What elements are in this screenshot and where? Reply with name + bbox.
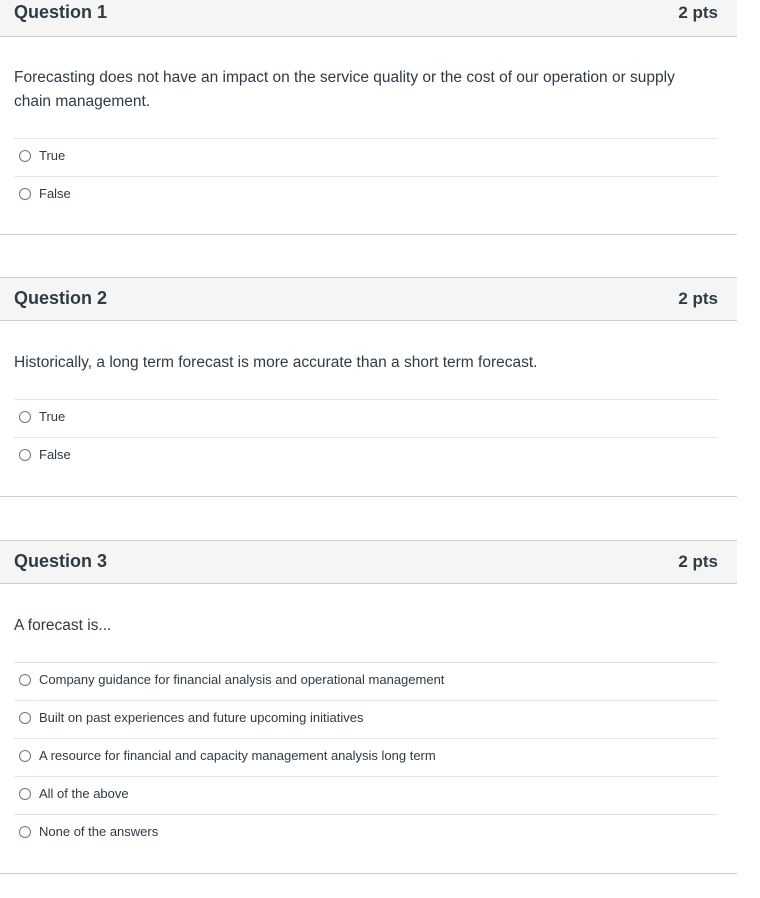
radio-button-icon[interactable]	[19, 674, 31, 686]
answer-label: Company guidance for financial analysis and operational management	[39, 672, 445, 687]
question-points: 2 pts	[678, 289, 718, 308]
radio-button-icon[interactable]	[19, 712, 31, 724]
answer-label: False	[39, 447, 71, 462]
question-text: Forecasting does not have an impact on the service quality or the cost of our operation or supply chain management.	[14, 69, 675, 110]
answer-label: Built on past experiences and future upcoming initiatives	[39, 710, 364, 725]
answer-option-3[interactable]	[14, 738, 718, 776]
answer-list	[14, 662, 718, 852]
radio-button-icon[interactable]	[19, 411, 31, 423]
question-title: Question 2	[14, 288, 108, 308]
answer-label: True	[39, 148, 66, 163]
question-header	[0, 0, 737, 37]
answer-label: A resource for financial and capacity management analysis long term	[39, 748, 436, 763]
radio-button-icon[interactable]	[19, 826, 31, 838]
answer-option-2[interactable]	[14, 700, 718, 738]
answer-option-1[interactable]	[14, 662, 718, 700]
radio-button-icon[interactable]	[19, 150, 31, 162]
radio-button-icon[interactable]	[19, 750, 31, 762]
answer-option-5[interactable]	[14, 814, 718, 852]
radio-button-icon[interactable]	[19, 188, 31, 200]
answer-list	[14, 399, 718, 475]
answer-label: None of the answers	[39, 824, 159, 839]
question-3	[0, 540, 737, 874]
answer-label: False	[39, 186, 71, 201]
question-text: A forecast is...	[14, 617, 112, 634]
question-text: Historically, a long term forecast is more accurate than a short term forecast.	[14, 354, 538, 371]
answer-list	[14, 138, 718, 214]
question-1	[0, 0, 737, 235]
question-2	[0, 277, 737, 497]
question-title: Question 3	[14, 551, 108, 571]
answer-option-false[interactable]	[14, 176, 718, 214]
question-header	[0, 277, 737, 321]
answer-label: True	[39, 409, 66, 424]
question-header	[0, 540, 737, 584]
answer-label: All of the above	[39, 786, 129, 801]
radio-button-icon[interactable]	[19, 449, 31, 461]
answer-option-true[interactable]	[14, 399, 718, 437]
answer-option-4[interactable]	[14, 776, 718, 814]
question-title: Question 1	[14, 2, 108, 22]
question-points: 2 pts	[678, 552, 718, 571]
question-points: 2 pts	[678, 3, 718, 22]
answer-option-false[interactable]	[14, 437, 718, 475]
answer-option-true[interactable]	[14, 138, 718, 176]
radio-button-icon[interactable]	[19, 788, 31, 800]
